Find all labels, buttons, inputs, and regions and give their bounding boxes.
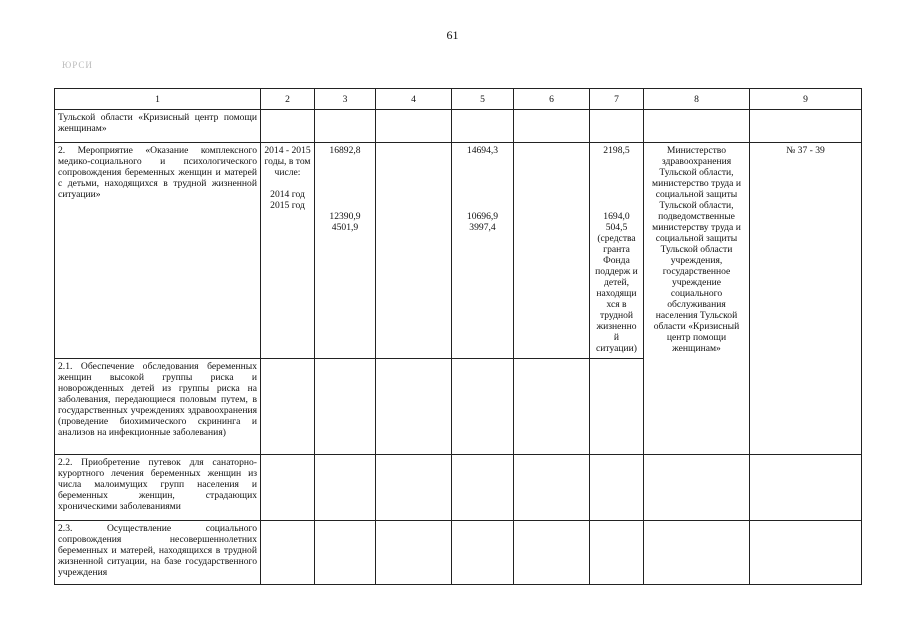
header-col-5: 5 <box>452 89 514 110</box>
table-row-event-2 <box>55 143 862 359</box>
table-row-2-3 <box>55 521 862 585</box>
col5-year-2014: 10696,9 <box>466 211 499 222</box>
event-2-indicators-cell: № 37 - 39 <box>750 143 862 455</box>
event-2-period-cell <box>261 143 315 359</box>
table-row-2-2 <box>55 455 862 521</box>
event-2-title: 2. Мероприятие «Оказание комплексного медико-социального и психологического сопровождения беременных женщин и матерей с детьми, находящихся в трудной жизненной ситуации» <box>55 143 261 359</box>
period-year-2014: 2014 год <box>270 189 305 200</box>
event-2-col3-cell <box>315 143 376 359</box>
header-col-1: 1 <box>55 89 261 110</box>
item-2-1-title: 2.1. Обеспечение обследования беременных женщин высокой группы риска и новорожденных детей из группы риска на заболевания, передающиеся половым путем, в государственных учреждениях здравоохранения (проведение биохимического скрининга и анализов на инфекционные заболевания) <box>55 359 261 455</box>
header-col-4: 4 <box>376 89 452 110</box>
faint-stamp: ЮРСИ <box>62 60 93 70</box>
event-2-col4-cell <box>376 143 452 359</box>
col5-total: 14694,3 <box>466 145 499 156</box>
period-range: 2014 - 2015 годы, в том числе: <box>264 145 311 178</box>
col3-year-2014: 12390,9 <box>329 211 361 222</box>
item-2-2-title: 2.2. Приобретение путевок для санаторно-курортного лечения беременных женщин из числа малоимущих групп населения и беременных женщин, страдающих хроническими заболеваниями <box>55 455 261 521</box>
event-2-col5-cell <box>452 143 514 359</box>
col5-year-2015: 3997,4 <box>469 222 496 233</box>
col7-grant-note: (средства гранта Фонда поддерж и детей, находящи хся в трудной жизненно й ситуации) <box>595 233 638 354</box>
period-year-2015: 2015 год <box>270 200 305 211</box>
col7-total: 2198,5 <box>603 145 630 156</box>
col3-total: 16892,8 <box>329 145 361 156</box>
event-2-col6-cell <box>514 143 590 359</box>
header-row <box>55 89 862 110</box>
col7-year-2014: 1694,0 <box>603 211 630 222</box>
org-continuation-cell: Тульской области «Кризисный центр помощи женщинам» <box>55 110 261 143</box>
event-2-executors-cell: Министерство здравоохранения Тульской области, министерство труда и социальной защиты Тульской области, подведомственные министерству труда и социальной защиты Тульской области учреждения, государственное учреждение социального обслуживания населения Тульской области «Кризисный центр помощи женщинам» <box>644 143 750 455</box>
header-col-7: 7 <box>590 89 644 110</box>
col7-year-2015: 504,5 <box>605 222 628 233</box>
header-col-3: 3 <box>315 89 376 110</box>
header-col-9: 9 <box>750 89 862 110</box>
table-row-organization <box>55 110 862 143</box>
event-2-col7-cell <box>590 143 644 359</box>
col3-year-2015: 4501,9 <box>331 222 359 233</box>
item-2-3-title: 2.3. Осуществление социального сопровождения несовершеннолетних беременных и матерей, находящихся в трудной жизненной ситуации, на базе государственного учреждения <box>55 521 261 585</box>
page-number: 61 <box>446 28 459 42</box>
header-col-2: 2 <box>261 89 315 110</box>
header-col-6: 6 <box>514 89 590 110</box>
header-col-8: 8 <box>644 89 750 110</box>
program-table <box>54 88 862 585</box>
